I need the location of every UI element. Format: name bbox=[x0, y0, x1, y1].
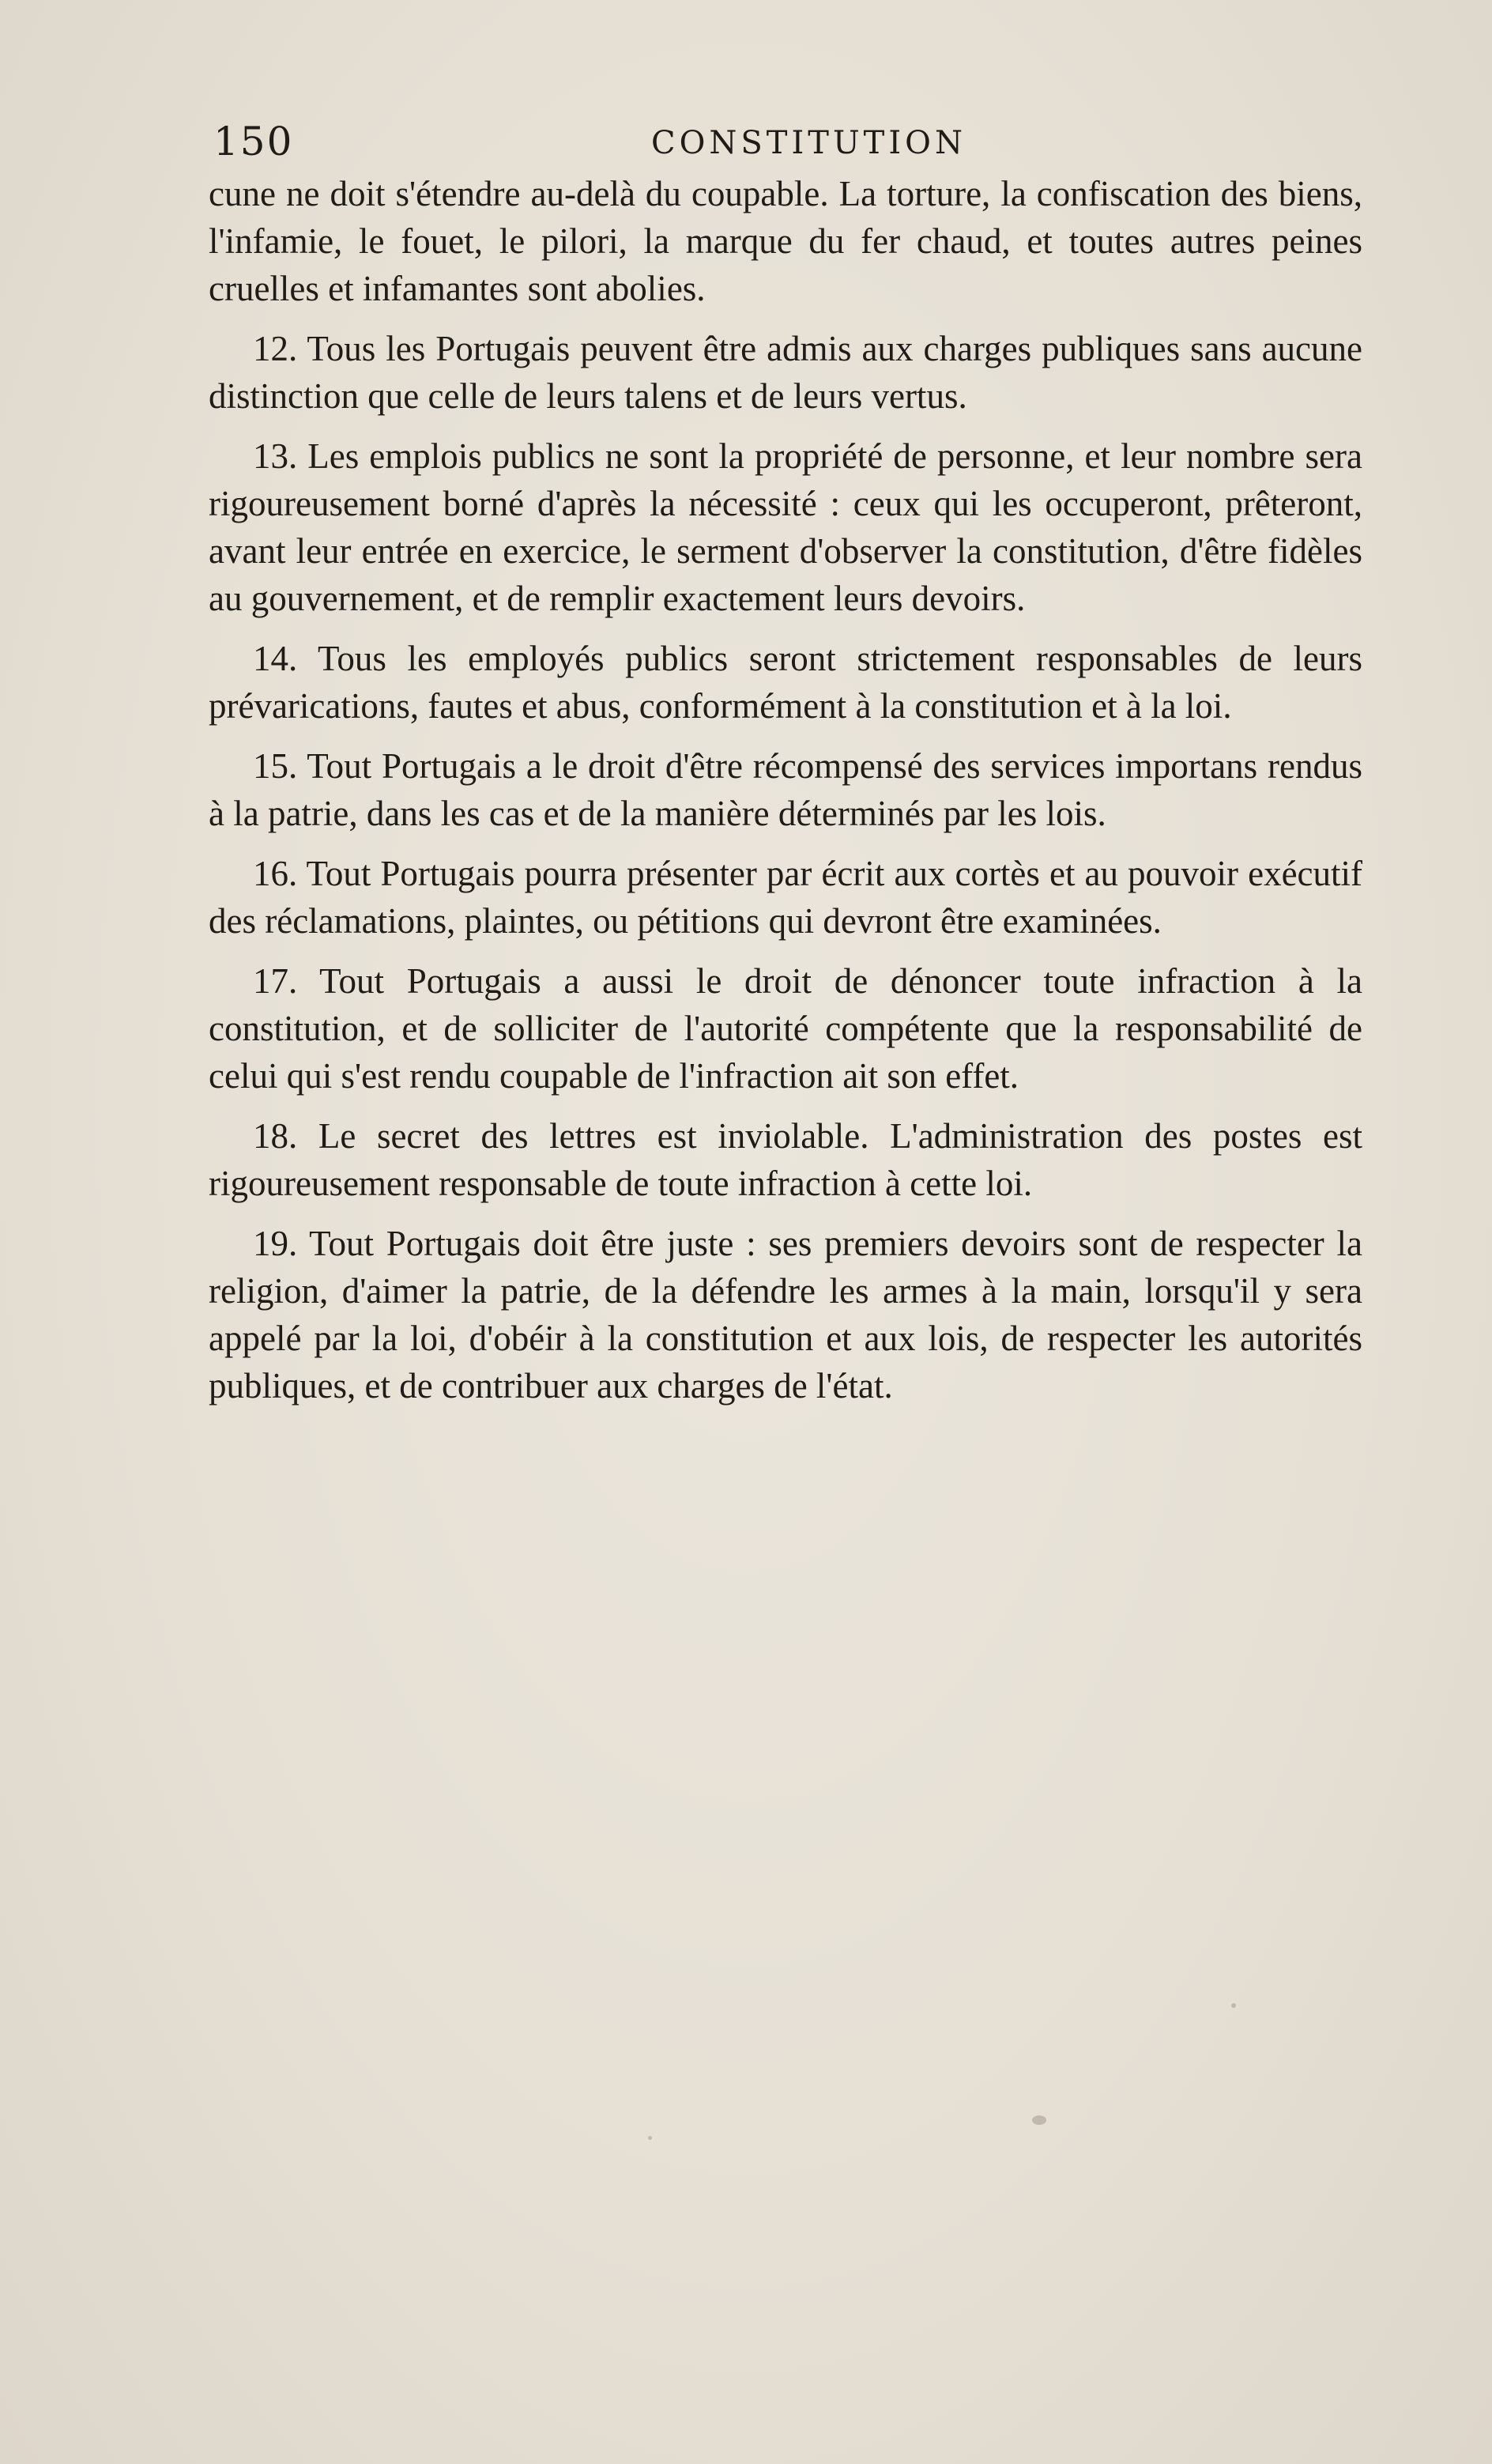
article-15: 15. Tout Portugais a le droit d'être récompensé des services importans rendus à la patrie, dans les cas et de la manière déterminés par les lois. bbox=[209, 746, 1362, 833]
article-14: 14. Tous les employés publics seront strictement responsables de leurs prévarications, fautes et abus, conformément à la constitution et à la loi. bbox=[209, 639, 1362, 726]
article-17: 17. Tout Portugais a aussi le droit de dénoncer toute infraction à la constitution, et de solliciter de l'autorité compétente que la responsabilité de celui qui s'est rendu coupable de l'infraction ait son effet. bbox=[209, 961, 1362, 1096]
paragraph-continuation: cune ne doit s'étendre au-delà du coupable. La torture, la confiscation des biens, l'infamie, le fouet, le pilori, la marque du fer chaud, et toutes autres peines cruelles et infamantes sont abolies. bbox=[209, 174, 1362, 308]
paper-fleck bbox=[648, 2136, 652, 2140]
article-19: 19. Tout Portugais doit être juste : ses premiers devoirs sont de respecter la religion, d'aimer la patrie, de la défendre les armes à la main, lorsqu'il y sera appelé par la loi, d'obéir à la constitution et aux lois, de respecter les autorités publiques, et de contribuer aux charges de l'état. bbox=[209, 1224, 1362, 1406]
paper-fleck bbox=[1231, 2003, 1236, 2008]
article-13: 13. Les emplois publics ne sont la propriété de personne, et leur nombre sera rigoureusement borné d'après la nécessité : ceux qui les occuperont, prêteront, avant leur entrée en exercice, le serment d'observer la constitution, d'être fidèles au gouvernement, et de remplir exactement leurs devoirs. bbox=[209, 436, 1362, 618]
page-number: 150 bbox=[213, 119, 294, 164]
article-18: 18. Le secret des lettres est inviolable. L'administration des postes est rigoureusement responsable de toute infraction à cette loi. bbox=[209, 1116, 1362, 1203]
article-16: 16. Tout Portugais pourra présenter par écrit aux cortès et au pouvoir exécutif des réclamations, plaintes, ou pétitions qui devront être examinées. bbox=[209, 854, 1362, 941]
running-title: CONSTITUTION bbox=[651, 125, 966, 161]
article-12: 12. Tous les Portugais peuvent être admis aux charges publiques sans aucune distinction que celle de leurs talens et de leurs vertus. bbox=[209, 329, 1362, 416]
paper-fleck bbox=[1032, 2115, 1046, 2125]
body-text bbox=[209, 170, 1362, 1422]
